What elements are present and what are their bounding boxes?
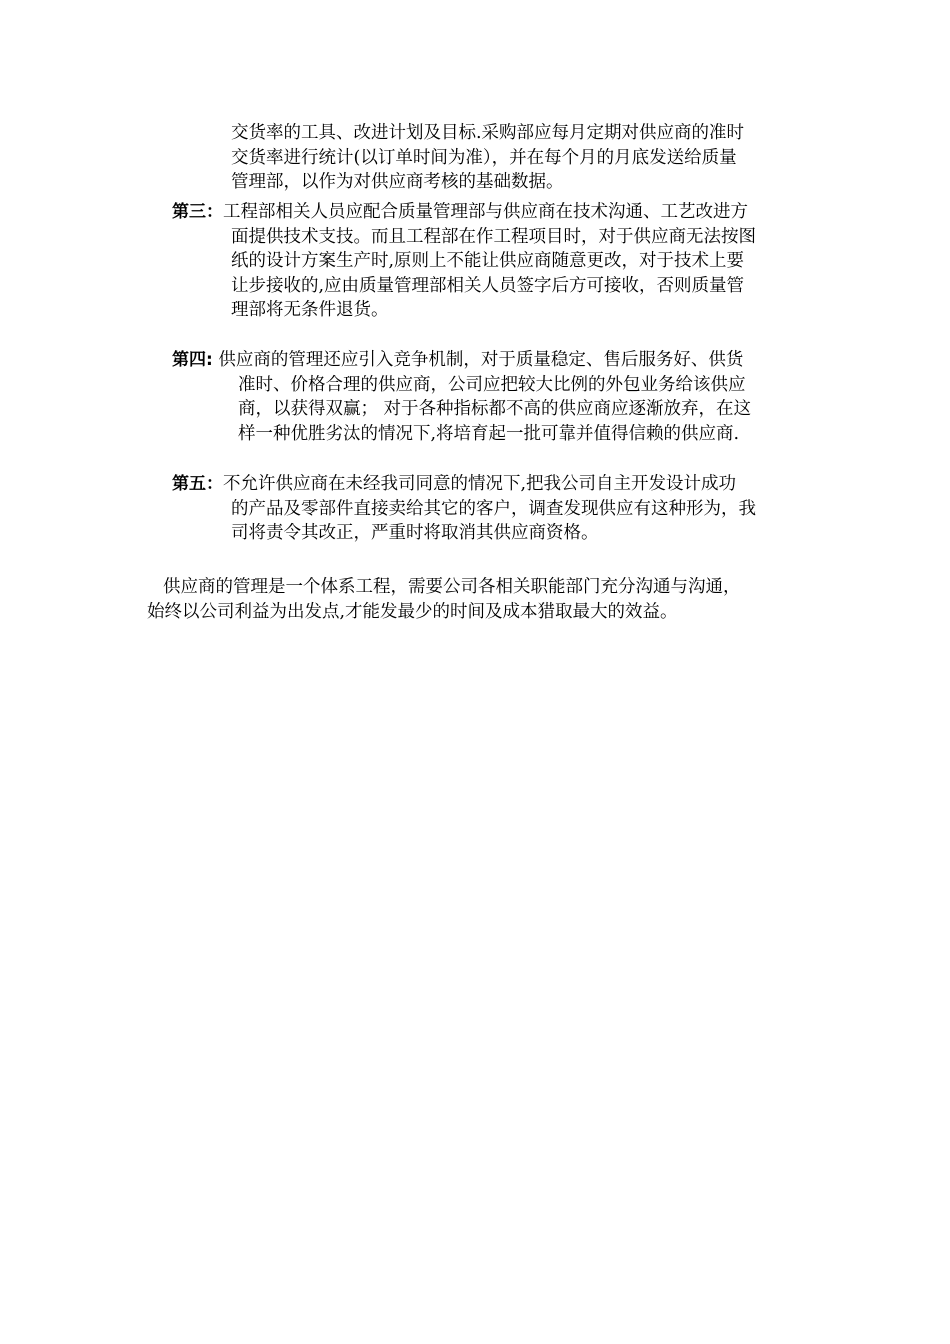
- section-4-label: 第四:: [172, 350, 213, 370]
- paragraph-line: 管理部，以作为对供应商考核的基础数据。: [231, 172, 564, 193]
- section-4-first-line: 供应商的管理还应引入竞争机制，对于质量稳定、售后服务好、供货: [212, 350, 744, 370]
- summary-paragraph: [147, 575, 741, 624]
- paragraph-first-line: [172, 472, 756, 497]
- paragraph-line: 始终以公司利益为出发点,才能发最少的时间及成本猎取最大的效益。: [147, 601, 678, 622]
- paragraph-line: 司将责令其改正，严重时将取消其供应商资格。: [231, 523, 599, 544]
- paragraph-line: 纸的设计方案生产时,原则上不能让供应商随意更改，对于技术上要: [231, 251, 745, 272]
- paragraph-line: 理部将无条件退货。: [231, 300, 389, 321]
- paragraph-line: 供应商的管理是一个体系工程，需要公司各相关职能部门充分沟通与沟通，: [163, 577, 741, 597]
- paragraph-line: 交货率进行统计(以订单时间为准），并在每个月的月底发送给质量: [231, 147, 737, 168]
- paragraph-line: 商，以获得双赢； 对于各种指标都不高的供应商应逐渐放弃，在这: [238, 399, 752, 420]
- paragraph-line: 交货率的工具、改进计划及目标.采购部应每月定期对供应商的准时: [231, 123, 745, 143]
- section-4-paragraph: [172, 348, 751, 446]
- section-5-label: 第五：: [172, 474, 223, 494]
- section-3-first-line: 工程部相关人员应配合质量管理部与供应商在技术沟通、工艺改进方: [223, 202, 748, 222]
- paragraph-line: 让步接收的,应由质量管理部相关人员签字后方可接收，否则质量管: [231, 275, 745, 296]
- paragraph-line: 的产品及零部件直接卖给其它的客户，调查发现供应有这种形为，我: [231, 498, 756, 519]
- paragraph-line: 面提供技术支技。而且工程部在作工程项目时，对于供应商无法按图: [231, 226, 756, 247]
- paragraph-line: 样一种优胜劣汰的情况下,将培育起一批可靠并值得信赖的供应商.: [238, 423, 740, 444]
- section-3-label: 第三：: [172, 202, 223, 222]
- section-5-first-line: 不允许供应商在未经我司同意的情况下,把我公司自主开发设计成功: [223, 474, 737, 494]
- continuation-paragraph: [231, 121, 744, 195]
- paragraph-first-line: [172, 348, 751, 373]
- section-5-paragraph: [172, 472, 756, 546]
- section-3-paragraph: [172, 200, 756, 323]
- paragraph-first-line: [172, 200, 756, 225]
- paragraph-line: 准时、价格合理的供应商，公司应把较大比例的外包业务给该供应: [238, 374, 746, 395]
